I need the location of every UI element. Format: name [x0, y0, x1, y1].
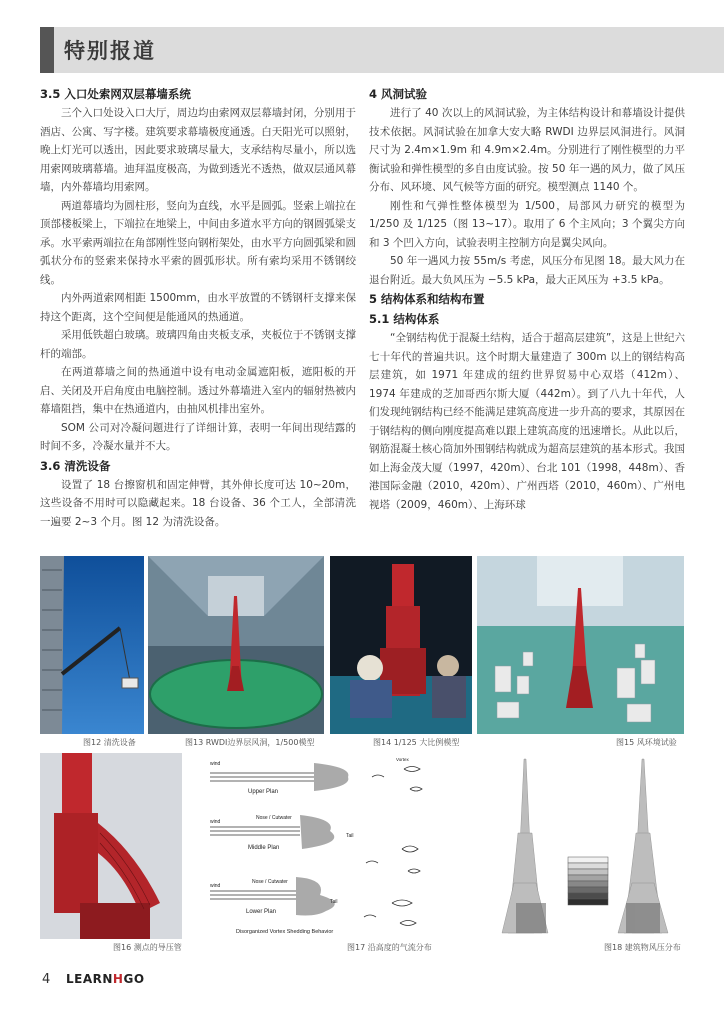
- paragraph: 三个入口处设入口大厅，周边均由索网双层幕墙封闭，分别用于酒店、公寓、写字楼。建筑要求幕墙极度通透。白天阳光可以照射，晚上灯光可以透出，因此要求玻璃尽量大，支承结构尽量小，所以选用索网玻璃幕墙。迪拜温度极高，为做到透光不透热，做双层通风幕墙，内外幕墙均用索网。: [40, 107, 356, 193]
- paragraph: 50 年一遇风力按 55m/s 考虑，风压分布见图 18。最大风力在退台附近。最大负风压为 −5.5 kPa，最大正风压为 +3.5 kPa。: [369, 255, 685, 286]
- paragraph: 两道幕墙均为圆柱形，竖向为直线，水平是圆弧。竖索上端拉在顶部楼板梁上，下端拉在地梁上，中间由多道水平方向的钢圆弧梁支承。水平索两端拉在角部刚性竖向钢桁架处，由水平方向圆弧梁和圆弧状分布的竖索来保持水平索的圆弧形状。所有索均采用不锈钢绞线。: [40, 199, 356, 286]
- right-column: [369, 84, 685, 514]
- paragraph: 设置了 18 台擦窗机和固定伸臂，其外伸长度可达 10~20m，这些设备不用时可以隐藏起来。18 台设备、36 个工人，全部清洗一遍要 2~3 个月。图 12 为清洗设备。: [40, 478, 356, 528]
- paragraph: 刚性和气弹性整体模型为 1/500，局部风力研究的模型为 1/250 及 1/125（图 13~17）。取用了 6 个主风向；3 个翼尖方向和 3 个凹入方向，试验表明主控制方向是翼尖风向。: [369, 199, 685, 249]
- brand-prefix: LEARN: [66, 972, 113, 986]
- brand-suffix: GO: [123, 972, 145, 986]
- figure-12-photo: [40, 556, 144, 734]
- heading-5: 5 结构体系和结构布置: [369, 292, 485, 306]
- fig17-label: wind: [210, 883, 221, 889]
- figure-18-diagram: [456, 753, 684, 939]
- figure-13-photo: [148, 556, 324, 734]
- paragraph: SOM 公司对冷凝问题进行了详细计算，表明一年间出现结露的时间不多，冷凝水量并不大。: [40, 421, 356, 452]
- fig17-label: Nose / Cutwater: [252, 879, 288, 885]
- figure-18-caption: 图18 建筑物风压分布: [604, 943, 681, 952]
- brand-accent: H: [112, 972, 124, 986]
- figure-12-caption: 图12 清洗设备: [83, 738, 136, 747]
- paragraph: 在两道幕墙之间的热通道中设有电动金属遮阳板，遮阳板的开启、关闭及开启角度由电脑控制。透过外幕墙进入室内的辐射热被内幕墙阻挡，集中在热通道内，由抽风机排出室外。: [40, 366, 356, 415]
- figure-17-caption: 图17 沿高度的气流分布: [347, 943, 432, 952]
- figure-13-caption: 图13 RWDI边界层风洞，1/500模型: [185, 738, 315, 747]
- figure-15-photo: [477, 556, 684, 734]
- heading-3-5: 3.5 入口处索网双层幕墙系统: [40, 87, 191, 101]
- fig17-label: Middle Plan: [248, 845, 280, 851]
- fig17-label: wind: [210, 761, 221, 767]
- fig17-label: Vortex: [396, 757, 409, 762]
- figure-14-photo: [330, 556, 472, 734]
- fig17-label: Nose / Cutwater: [256, 815, 292, 821]
- paragraph: 内外两道索网相距 1500mm，由水平放置的不锈钢杆支撑来保持这个距离，这个空间便是能通风的热通道。: [40, 292, 356, 323]
- figure-15-caption: 图15 风环境试验: [616, 738, 677, 747]
- section-title: 特别报道: [64, 39, 156, 63]
- fig17-label: Tail: [330, 899, 338, 905]
- figure-16-photo: [40, 753, 182, 939]
- fig17-label: Lower Plan: [246, 909, 277, 915]
- fig17-label: wind: [210, 819, 221, 825]
- heading-4: 4 风洞试验: [369, 87, 428, 101]
- figure-17-diagram: [196, 753, 446, 939]
- paragraph: “全钢结构优于混凝土结构，适合于超高层建筑”，这是上世纪六七十年代的普遍共识。这个时期大量建造了 300m 以上的钢结构高层建筑，如 1971 年建成的纽约世界贸易中心双塔（412m）、1974 年建成的芝加哥西尔斯大厦（442m）。到了八九十年代，人们发现纯钢结构已经不能满足建筑高度进一步升高的要求，其原因在于钢结构的侧向刚度提高难以跟上建筑高度的迅速增长。从此以后，钢筋混凝土核心筒加外围钢结构就成为超高层建筑的基本形式。我国如上海金茂大厦（1997，420m）、台北 101（1998，448m）、香港国际金融（2010，420m）、广州西塔（2010，460m）、广州电视塔（2009，460m）、上海环球: [369, 332, 685, 511]
- fig17-label: Upper Plan: [248, 789, 279, 795]
- fig17-label: Disorganized Vortex Shedding Behavior: [236, 929, 334, 935]
- heading-5-1: 5.1 结构体系: [369, 312, 440, 326]
- paragraph: 采用低铁超白玻璃。玻璃四角由夹板支承，夹板位于不锈钢支撑杆的端部。: [40, 329, 356, 360]
- brand-logo: [66, 972, 145, 986]
- figure-16-caption: 图16 测点的导压管: [113, 943, 182, 952]
- page-number: 4: [42, 972, 51, 987]
- header-accent-bar: [40, 27, 54, 73]
- left-column: [40, 84, 356, 531]
- figure-14-caption: 图14 1/125 大比例模型: [373, 738, 460, 747]
- heading-3-6: 3.6 清洗设备: [40, 458, 111, 473]
- fig17-label: Tail: [346, 833, 354, 839]
- paragraph: 进行了 40 次以上的风洞试验，为主体结构设计和幕墙设计提供技术依据。风洞试验在加拿大安大略 RWDI 边界层风洞进行。风洞尺寸为 2.4m×1.9m 和 4.9m×2.4m。分别进行了刚性模型的力平衡试验和弹性模型的多自由度试验。按 50 年一遇的风力，做了风压分布、风环境、风气候等方面的研究。模型测点 1140 个。: [369, 107, 685, 193]
